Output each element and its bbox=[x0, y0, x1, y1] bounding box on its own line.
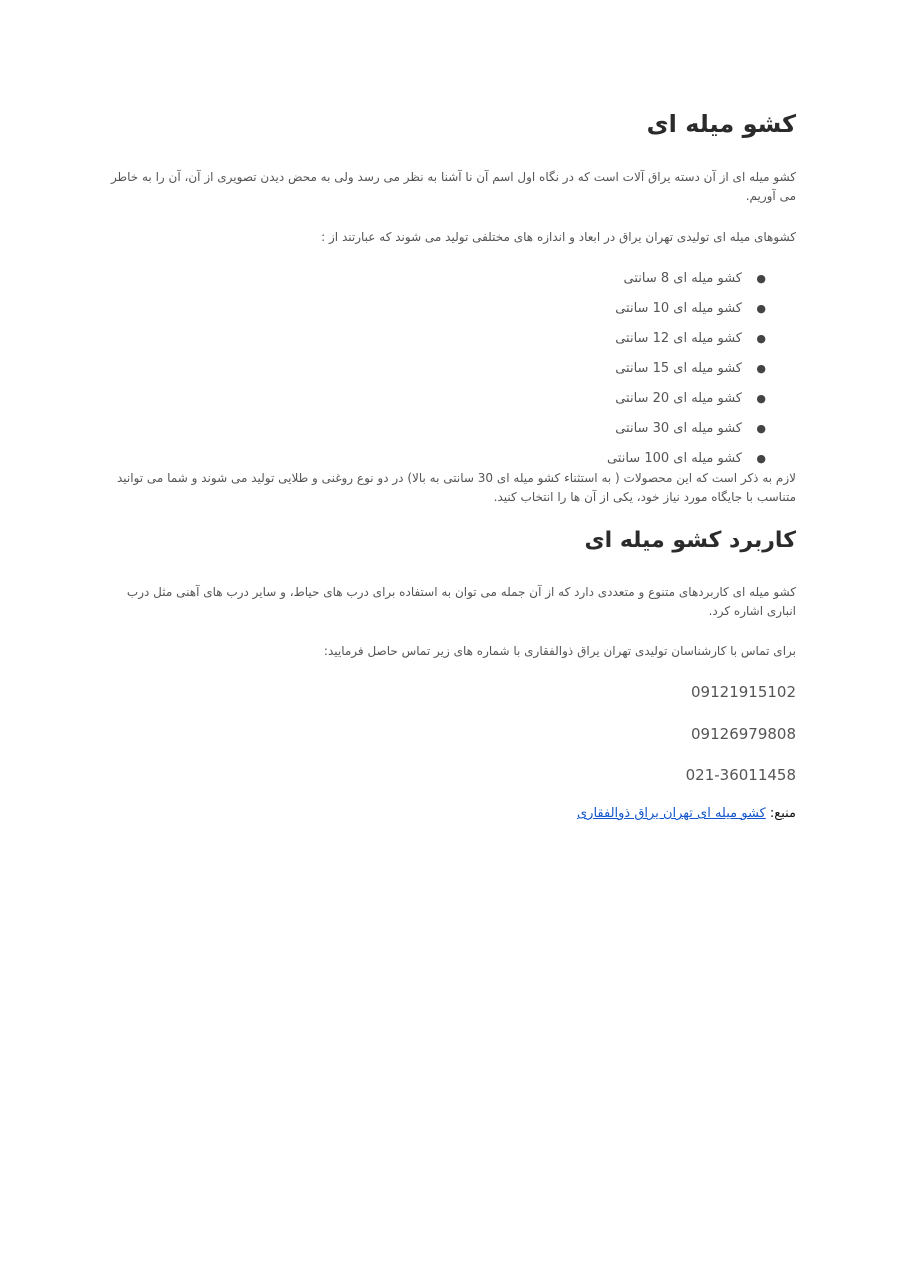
usage-paragraph: کشو میله ای کاربردهای متنوع و متعددی دارد که از آن جمله می توان به استفاده برای درب های حیاط، و سایر درب های آهنی مثل درب انباری اشاره کرد. bbox=[126, 585, 796, 618]
bullet-icon: ● bbox=[756, 302, 766, 315]
sizes-list bbox=[606, 266, 766, 476]
bullet-icon: ● bbox=[756, 392, 766, 405]
source-label: منبع: bbox=[769, 806, 796, 821]
list-item bbox=[607, 266, 766, 296]
list-item-text: کشو میله ای 100 سانتی bbox=[606, 451, 742, 466]
phone-number-3: 021-36011458 bbox=[685, 766, 796, 784]
source-link[interactable]: کشو میله ای تهران یراق ذوالفقاری bbox=[577, 806, 766, 821]
list-item-text: کشو میله ای 15 سانتی bbox=[615, 361, 742, 376]
bullet-icon: ● bbox=[756, 362, 766, 375]
sizes-intro-paragraph: کشوهای میله ای تولیدی تهران یراق در ابعاد و اندازه های مختلفی تولید می شوند که عبارتند از : bbox=[321, 230, 796, 244]
phone-number-2: 09126979808 bbox=[691, 725, 796, 743]
list-item-text: کشو میله ای 12 سانتی bbox=[615, 331, 742, 346]
bullet-icon: ● bbox=[756, 422, 766, 435]
list-item bbox=[607, 326, 766, 356]
usage-heading: کاربرد کشو میله ای bbox=[584, 528, 796, 553]
bullet-icon: ● bbox=[756, 272, 766, 285]
source-line bbox=[577, 806, 796, 821]
list-item bbox=[607, 386, 766, 416]
list-item bbox=[607, 416, 766, 446]
bullet-icon: ● bbox=[756, 452, 766, 465]
list-item-text: کشو میله ای 20 سانتی bbox=[615, 391, 742, 406]
list-item bbox=[607, 356, 766, 386]
page-title: کشو میله ای bbox=[646, 110, 796, 138]
list-item-text: کشو میله ای 30 سانتی bbox=[615, 421, 742, 436]
list-item-text: کشو میله ای 10 سانتی bbox=[615, 301, 742, 316]
contact-paragraph: برای تماس با کارشناسان تولیدی تهران یراق ذوالفقاری با شماره های زیر تماس حاصل فرمایید: bbox=[323, 644, 796, 658]
list-item bbox=[607, 296, 766, 326]
phone-number-1: 09121915102 bbox=[691, 683, 796, 701]
list-item-text: کشو میله ای 8 سانتی bbox=[623, 271, 742, 286]
bullet-icon: ● bbox=[756, 332, 766, 345]
note-paragraph: لازم به ذکر است که این محصولات ( به استثناء کشو میله ای 30 سانتی به بالا) در دو نوع روغنی و طلایی تولید می شوند و شما می توانید متناسب با جایگاه مورد نیاز خود، یکی از آن ها را انتخاب کنید. bbox=[116, 471, 796, 504]
intro-paragraph: کشو میله ای از آن دسته یراق آلات است که در نگاه اول اسم آن نا آشنا به نظر می رسد ولی به محض دیدن تصویری از آن، آن را به خاطر می آوریم. bbox=[110, 170, 796, 203]
